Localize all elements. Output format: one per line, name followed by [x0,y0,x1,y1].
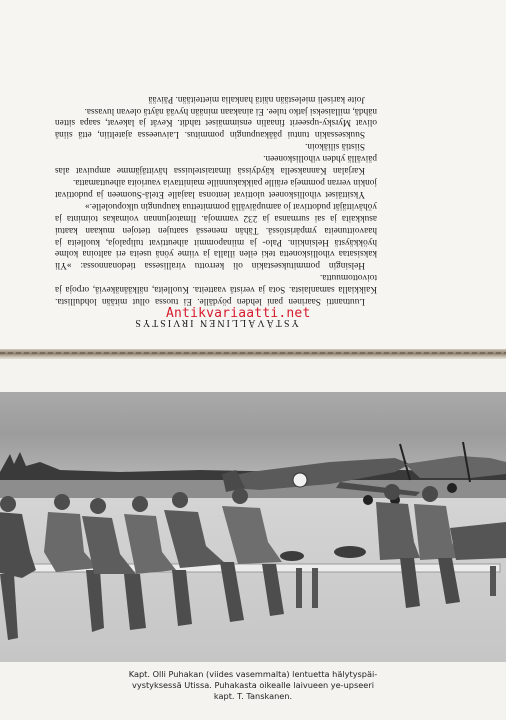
book-spine [0,349,506,359]
article-paragraph: Siistiä siliäkoin. [305,141,365,152]
spine-stitching [0,352,506,354]
photo-caption [0,669,506,702]
equipment [334,546,366,558]
article-paragraph: Karjalan Kannaksella käydyissä ilmataisteluissa hävittäjämme ampuivat alas päivällä yhden viholliskoneen. [55,153,377,176]
historical-photo [0,392,506,662]
caption-line: kapt. T. Tanskanen. [213,691,293,701]
caption-line: vystyksessä Utissa. Puhakasta oikealle laivueen ye-upseeri [132,680,374,690]
article-paragraph: Yksittäiset viholliskoneet ulottivat lentonsa laajalle Etelä-Suomeen ja pudottivat jonkin verran pommeja eräille paikkakunnille mainittavia vaurioita aiheuttamatta. [55,177,377,199]
article-paragraph: Joite kariseli mielestään näitä hankalia mietteitään. Päivää [148,93,365,104]
article-text [55,28,377,328]
bench-leg [312,568,318,608]
photo-illustration [0,392,506,662]
upside-down-text-page [0,0,506,352]
bench-leg [296,568,302,608]
bench-leg [490,566,496,596]
watermark-text: Antikvariaatti.net [166,306,311,321]
caption-line: Kapt. Olli Puhakan (viides vasemmalta) lentuetta hälytyspäi- [128,669,378,679]
article-paragraph: Helsingin pommituksestakin oli kerrottu virallisessa tiedonannossa: »Yli kaksisataa viholliskonetta teki eilen illalla ja viime yönä useita eri aaltoina kolme hyökkäystä Helsinkiin. Palo- ja miinapommit aiheuttivat tulipaloja, kuolleita ja haavoittuneita ympäristössä. Tähän menessä saatujen tietojen mukaan kaatui asukkaita ja sai surmansa ja 232 vammoja. Ilmatorjunnan voimakas toiminta ja yöhävittäjät pudottivat jo aamupäivällä pommitettua kaupungin ulkopuolelle.» [55,200,377,271]
article-paragraph: Luutnantti Saarinen pani lehden pöydälle. Ei tuossa ollut mitään lohdullista. Kaikkialla samanlaista. Sota ja veristä vaatteita. Kuolleita, nälkäänäkeviä, orpoja ja toivottomuutta. [55,272,377,307]
article-title: YSTÄVÄLLINEN IRVISTYS [133,317,299,328]
equipment [280,551,304,561]
article-paragraph: Suuksessakin tuntui pääkaupungin pommitus. Laivueessa ajateltiin, että siinä olivat Myrsky-upseerit finaalin ensimmäiset tahdit. Kevät ja lakevat, saapa sitten nähdä, millaiseksi jatko tulee. Ei ainakaan minään hyvää näytä olevan luvassa. [55,105,377,140]
